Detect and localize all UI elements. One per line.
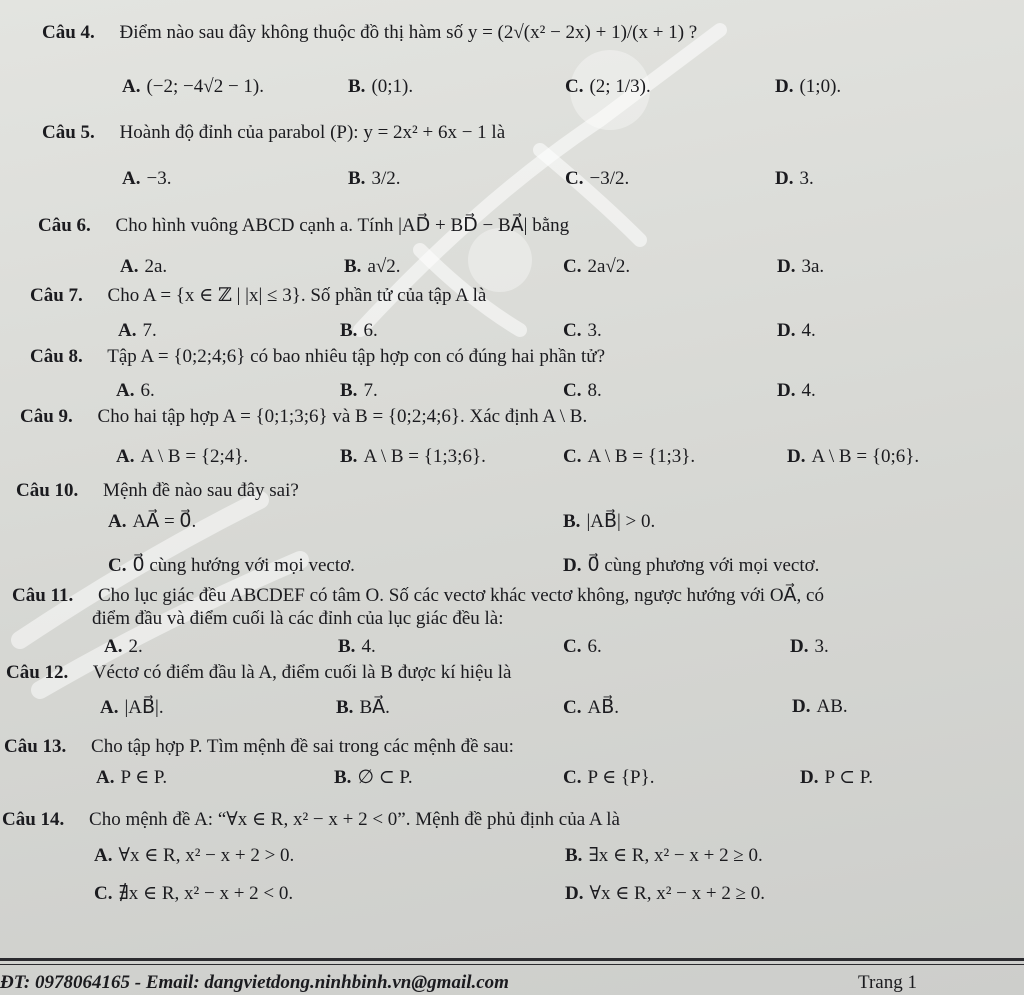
question-number: Câu 6. bbox=[38, 215, 91, 236]
option-d: D. AB. bbox=[792, 696, 848, 717]
option-d: D. 3. bbox=[775, 168, 814, 189]
option-c: C. P ∈ {P}. bbox=[563, 767, 655, 788]
option-d: D. (1;0). bbox=[775, 76, 842, 97]
footer-page-number: Trang 1 bbox=[858, 972, 917, 993]
option-a: A. 6. bbox=[116, 380, 155, 401]
option-c: C. (2; 1/3). bbox=[565, 76, 651, 97]
question-stem: Véctơ có điểm đầu là A, điểm cuối là B được kí hiệu là bbox=[92, 662, 512, 683]
option-d: D. 3a. bbox=[777, 256, 825, 277]
question-stem: Cho lục giác đều ABCDEF có tâm O. Số các vectơ khác vectơ không, ngược hướng với OA⃗, có bbox=[98, 585, 824, 606]
question-number: Câu 5. bbox=[42, 122, 95, 143]
question-stem: Điểm nào sau đây không thuộc đồ thị hàm số y = (2√(x² − 2x) + 1)/(x + 1) ? bbox=[119, 22, 698, 43]
question-stem: Hoành độ đỉnh của parabol (P): y = 2x² + 6x − 1 là bbox=[119, 122, 506, 143]
option-b: B. 4. bbox=[338, 636, 376, 657]
option-b: B. ∃x ∈ R, x² − x + 2 ≥ 0. bbox=[565, 845, 763, 866]
option-c: C. A \ B = {1;3}. bbox=[563, 446, 696, 467]
option-c: C. 6. bbox=[563, 636, 602, 657]
question-number: Câu 10. bbox=[16, 480, 79, 501]
option-b: B. 7. bbox=[340, 380, 378, 401]
option-d: D. P ⊂ P. bbox=[800, 767, 873, 788]
option-c: C. ∄x ∈ R, x² − x + 2 < 0. bbox=[94, 883, 294, 904]
option-d: D. 0⃗ cùng phương với mọi vectơ. bbox=[563, 555, 820, 576]
option-b: B. 3/2. bbox=[348, 168, 401, 189]
option-b: B. 6. bbox=[340, 320, 378, 341]
footer-divider-thin bbox=[0, 964, 1024, 965]
option-a: A. 2a. bbox=[120, 256, 168, 277]
question-stem: Cho hình vuông ABCD cạnh a. Tính |AD⃗ + BD⃗ − BA⃗| bằng bbox=[115, 215, 570, 236]
option-b: B. ∅ ⊂ P. bbox=[334, 767, 413, 788]
option-d: D. ∀x ∈ R, x² − x + 2 ≥ 0. bbox=[565, 883, 765, 904]
option-b: B. (0;1). bbox=[348, 76, 414, 97]
option-a: A. 2. bbox=[104, 636, 143, 657]
question-number: Câu 11. bbox=[12, 585, 74, 606]
option-c: C. −3/2. bbox=[565, 168, 630, 189]
option-c: C. 3. bbox=[563, 320, 602, 341]
option-d: D. 4. bbox=[777, 380, 816, 401]
option-a: A. −3. bbox=[122, 168, 172, 189]
question-number: Câu 12. bbox=[6, 662, 69, 683]
option-a: A. P ∈ P. bbox=[96, 767, 168, 788]
option-c: C. 0⃗ cùng hướng với mọi vectơ. bbox=[108, 555, 355, 576]
question-number: Câu 7. bbox=[30, 285, 83, 306]
question-number: Câu 14. bbox=[2, 809, 65, 830]
question-number: Câu 13. bbox=[4, 736, 67, 757]
footer-divider bbox=[0, 958, 1024, 961]
question-stem-continued: điểm đầu và điểm cuối là các đỉnh của lục giác đều là: bbox=[92, 608, 504, 629]
question-stem: Mệnh đề nào sau đây sai? bbox=[103, 480, 299, 501]
question-stem: Cho A = {x ∈ ℤ | |x| ≤ 3}. Số phần tử của tập A là bbox=[107, 285, 487, 306]
option-a: A. 7. bbox=[118, 320, 157, 341]
question-stem: Tập A = {0;2;4;6} có bao nhiêu tập hợp con có đúng hai phần tử? bbox=[107, 346, 606, 367]
option-a: A. AA⃗ = 0⃗. bbox=[108, 511, 197, 532]
option-b: B. A \ B = {1;3;6}. bbox=[340, 446, 486, 467]
option-c: C. AB⃗. bbox=[563, 697, 619, 718]
option-c: C. 8. bbox=[563, 380, 602, 401]
option-d: D. A \ B = {0;6}. bbox=[787, 446, 920, 467]
option-a: A. |AB⃗|. bbox=[100, 697, 164, 718]
option-b: B. |AB⃗| > 0. bbox=[563, 511, 656, 532]
question-number: Câu 9. bbox=[20, 406, 73, 427]
option-a: A. A \ B = {2;4}. bbox=[116, 446, 249, 467]
footer-contact: ĐT: 0978064165 - Email: dangvietdong.ninhbinh.vn@gmail.com bbox=[0, 972, 509, 993]
question-stem: Cho mệnh đề A: “∀x ∈ R, x² − x + 2 < 0”. Mệnh đề phủ định của A là bbox=[89, 809, 620, 830]
option-d: D. 3. bbox=[790, 636, 829, 657]
question-stem: Cho tập hợp P. Tìm mệnh đề sai trong các mệnh đề sau: bbox=[91, 736, 514, 757]
option-c: C. 2a√2. bbox=[563, 256, 631, 277]
question-stem: Cho hai tập hợp A = {0;1;3;6} và B = {0;2;4;6}. Xác định A \ B. bbox=[97, 406, 588, 427]
option-d: D. 4. bbox=[777, 320, 816, 341]
option-b: B. a√2. bbox=[344, 256, 401, 277]
option-a: A. ∀x ∈ R, x² − x + 2 > 0. bbox=[94, 845, 295, 866]
question-number: Câu 4. bbox=[42, 22, 95, 43]
option-a: A. (−2; −4√2 − 1). bbox=[122, 76, 264, 97]
question-number: Câu 8. bbox=[30, 346, 83, 367]
option-b: B. BA⃗. bbox=[336, 697, 390, 718]
